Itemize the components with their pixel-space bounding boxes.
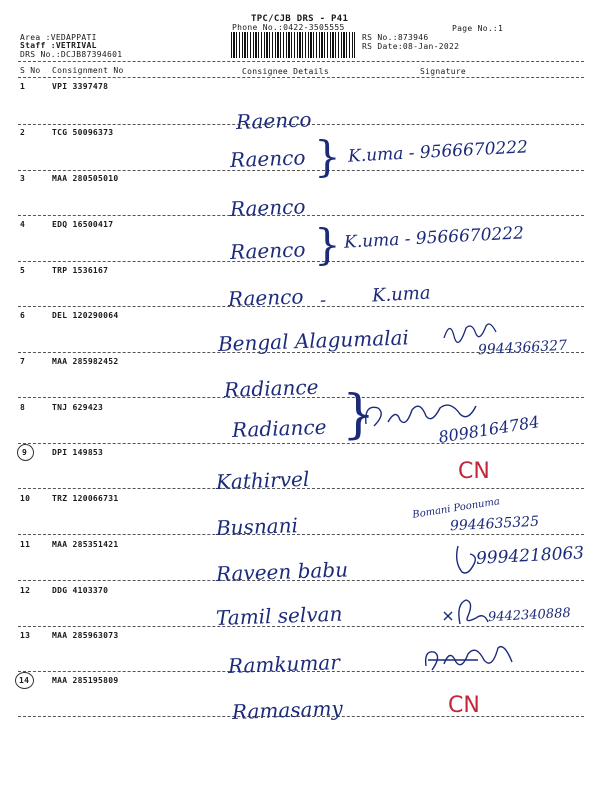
row-consignment: DPI 149853 <box>52 448 104 457</box>
brace-mark: } <box>342 385 376 445</box>
rs-number: RS No.:873946 <box>362 33 429 42</box>
row-consignment: MAA 280505010 <box>52 174 119 183</box>
handwritten-consignee: Tamil selvan <box>215 601 343 630</box>
page-title: TPC/CJB DRS - P41 <box>251 14 349 24</box>
phone-number: Phone No.:0422-3505555 <box>232 23 345 32</box>
handwritten-phone: 9944366327 <box>477 337 568 359</box>
row-consignment: MAA 285982452 <box>52 357 119 366</box>
row-sno: 4 <box>20 220 26 229</box>
page-number: Page No.:1 <box>452 24 504 33</box>
col-sno: S No <box>20 66 41 75</box>
row-consignment: VPI 3397478 <box>52 82 109 91</box>
handwritten-consignee: Raenco <box>229 194 306 221</box>
handwritten-consignee: Radiance <box>231 414 327 442</box>
row-consignment: DDG 4103370 <box>52 586 109 595</box>
row-sno: 2 <box>20 128 26 137</box>
row-sno: 9 <box>22 448 28 457</box>
row-consignment: TRZ 120066731 <box>52 494 119 503</box>
handwritten-phone: 9994218063 <box>475 543 585 569</box>
area-label: Area :VEDAPPATI <box>20 33 97 42</box>
row-sno: 13 <box>20 631 31 640</box>
row-consignment: MAA 285351421 <box>52 540 119 549</box>
handwritten-phone: 9944635325 <box>449 513 540 535</box>
row-sno: 6 <box>20 311 26 320</box>
row-sno: 11 <box>20 540 31 549</box>
handwritten-phone: 9442340888 <box>487 605 572 626</box>
row-sno: 7 <box>20 357 26 366</box>
cn-mark: CN <box>458 459 490 484</box>
cn-mark: CN <box>448 693 480 718</box>
row-consignment: MAA 285963073 <box>52 631 119 640</box>
signature-scribble <box>452 542 482 576</box>
rs-date: RS Date:08-Jan-2022 <box>362 42 460 51</box>
signature-scribble <box>440 318 500 346</box>
barcode <box>231 32 355 58</box>
handwritten-consignee: Raveen babu <box>215 557 349 586</box>
handwritten-name: Bomani Poonuma <box>411 496 501 521</box>
handwritten-consignee: Raenco <box>227 284 304 311</box>
divider <box>18 61 584 62</box>
handwritten-consignee: Raenco <box>229 237 306 264</box>
handwritten-consignee: Busnani <box>215 513 299 540</box>
col-consignee: Consignee Details <box>242 67 329 76</box>
handwritten-signature: K.uma - 9566670222 <box>343 223 525 253</box>
handwritten-signature: K.uma - 9566670222 <box>347 137 529 167</box>
row-consignment: TRP 1536167 <box>52 266 109 275</box>
handwritten-phone: 8098164784 <box>437 412 541 447</box>
row-consignment: TCG 50096373 <box>52 128 114 137</box>
row-divider <box>18 534 584 535</box>
row-consignment: TNJ 629423 <box>52 403 104 412</box>
signature-scribble <box>440 594 492 628</box>
col-consignment: Consignment No <box>52 66 124 75</box>
handwritten-signature: K.uma <box>371 282 432 307</box>
row-sno: 3 <box>20 174 26 183</box>
brace-mark: } <box>314 132 341 181</box>
signature-scribble <box>360 398 480 432</box>
row-sno: 8 <box>20 403 26 412</box>
row-divider <box>18 443 584 444</box>
divider <box>18 77 584 78</box>
row-sno: 10 <box>20 494 31 503</box>
signature-scribble <box>420 640 520 680</box>
col-signature: Signature <box>420 67 467 76</box>
row-consignment: MAA 285195809 <box>52 676 119 685</box>
row-consignment: EDQ 16500417 <box>52 220 114 229</box>
brace-mark: } <box>314 220 341 269</box>
handwritten-consignee: Ramasamy <box>231 696 344 724</box>
row-sno: 1 <box>20 82 26 91</box>
row-sno: 12 <box>20 586 31 595</box>
handwritten-consignee: Raenco <box>229 145 306 172</box>
dash-mark: - <box>319 289 327 311</box>
row-sno: 14 <box>19 676 30 685</box>
row-consignment: DEL 120290064 <box>52 311 119 320</box>
handwritten-consignee: Kathirvel <box>215 466 310 494</box>
row-divider <box>18 170 584 171</box>
handwritten-consignee: Bengal Alagumalai <box>217 325 410 356</box>
staff-label: Staff :VETRIVAL <box>20 41 97 50</box>
handwritten-consignee: Ramkumar <box>227 650 341 678</box>
handwritten-consignee: Radiance <box>223 374 319 402</box>
drs-number: DRS No.:DCJB87394601 <box>20 50 123 59</box>
row-sno: 5 <box>20 266 26 275</box>
handwritten-consignee: Raenco <box>235 107 312 134</box>
